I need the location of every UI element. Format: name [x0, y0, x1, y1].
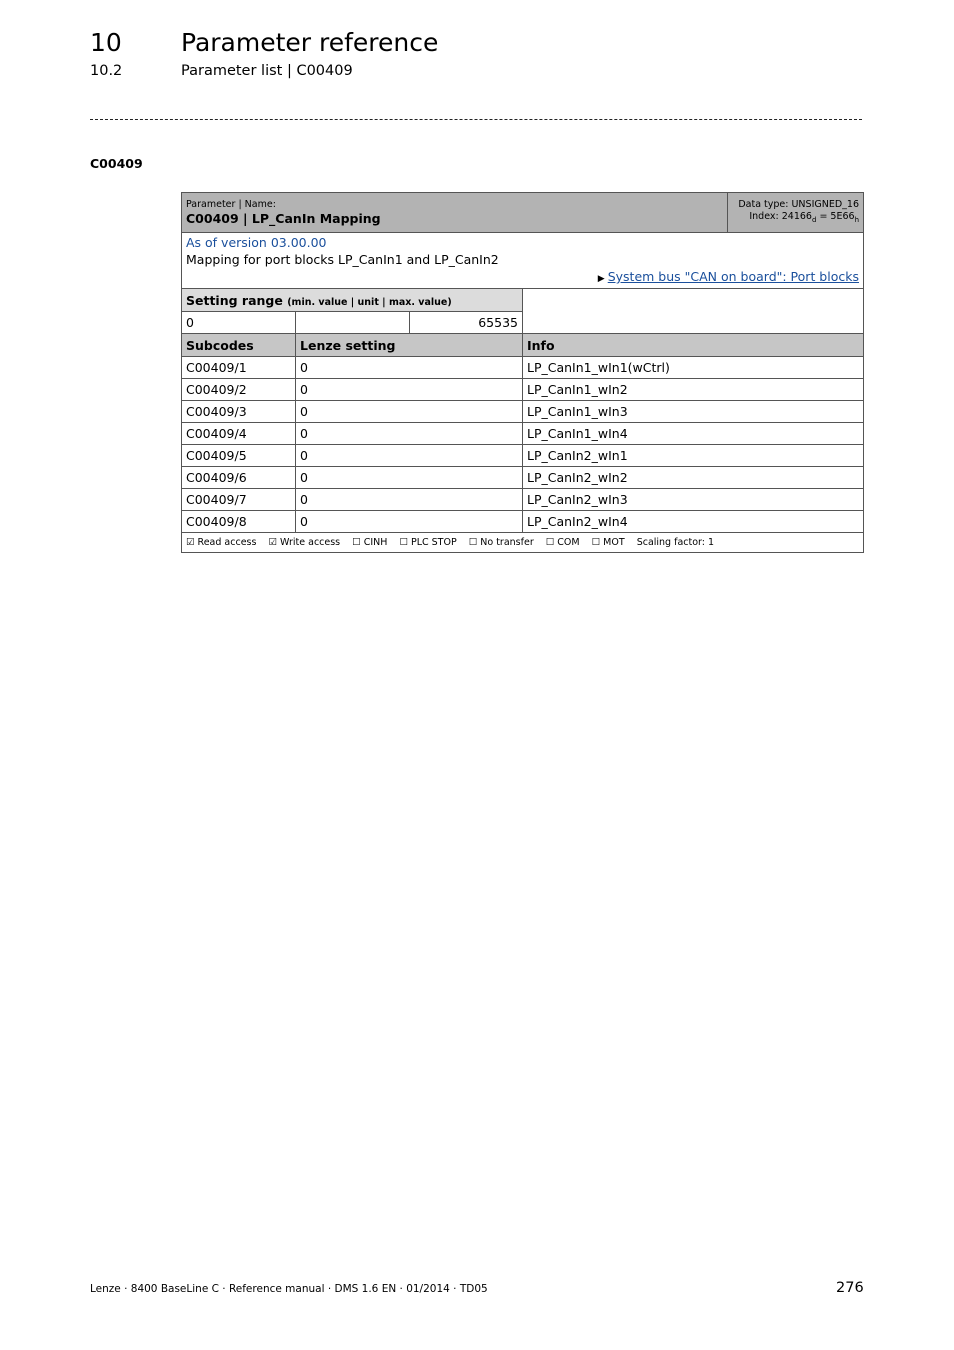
table-row [182, 423, 864, 445]
subcode-cell: C00409/8 [182, 511, 296, 533]
setting-range-label: Setting range [186, 292, 283, 308]
read-access-flag: ☑ Read access [186, 537, 257, 548]
table-row [182, 511, 864, 533]
info-cell: LP_CanIn2_wIn2 [523, 467, 864, 489]
version-note: As of version 03.00.00 [186, 235, 327, 250]
subcode-cell: C00409/7 [182, 489, 296, 511]
lenze-setting-cell: 0 [296, 379, 523, 401]
chapter-number: 10 [90, 28, 122, 57]
cinh-flag: ☐ CINH [352, 537, 388, 548]
lenze-setting-cell: 0 [296, 445, 523, 467]
parameter-index: Index: $24166_d = 5E66_h$ [749, 211, 859, 224]
table-row [182, 467, 864, 489]
info-cell: LP_CanIn1_wIn4 [523, 423, 864, 445]
lenze-setting-cell: 0 [296, 467, 523, 489]
subcode-cell: C00409/6 [182, 467, 296, 489]
info-cell: LP_CanIn1_wIn2 [523, 379, 864, 401]
info-cell: LP_CanIn2_wIn3 [523, 489, 864, 511]
max-value: 65535 [410, 312, 523, 334]
table-row [182, 489, 864, 511]
table-row [182, 357, 864, 379]
footer-text: Lenze · 8400 BaseLine C · Reference manual · DMS 1.6 EN · 01/2014 · TD05 [90, 1283, 488, 1295]
column-header-subcodes: Subcodes [182, 334, 296, 357]
description-text: Mapping for port blocks LP_CanIn1 and LP_CanIn2 [186, 252, 499, 267]
column-header-info: Info [523, 334, 864, 357]
lenze-setting-cell: 0 [296, 423, 523, 445]
info-cell: LP_CanIn1_wIn1(wCtrl) [523, 357, 864, 379]
subcode-cell: C00409/5 [182, 445, 296, 467]
table-row [182, 445, 864, 467]
info-cell: LP_CanIn1_wIn3 [523, 401, 864, 423]
lenze-setting-cell: 0 [296, 401, 523, 423]
lenze-setting-cell: 0 [296, 489, 523, 511]
blank-cell [523, 289, 864, 334]
scaling-factor: Scaling factor: 1 [636, 537, 715, 548]
parameter-name: C00409 | LP_CanIn Mapping [186, 211, 381, 226]
section-title: Parameter list | C00409 [181, 63, 353, 79]
info-cell: LP_CanIn2_wIn1 [523, 445, 864, 467]
access-flags-row [182, 533, 864, 553]
subcode-cell: C00409/4 [182, 423, 296, 445]
min-value: 0 [182, 312, 296, 334]
dashed-divider [90, 119, 862, 120]
link-arrow-icon: ▶ [597, 274, 605, 284]
chapter-title: Parameter reference [181, 28, 439, 57]
code-heading: C00409 [90, 156, 143, 171]
table-row [182, 401, 864, 423]
table-row [182, 379, 864, 401]
description-cell [182, 233, 864, 289]
system-bus-link[interactable]: System bus "CAN on board": Port blocks [607, 269, 859, 284]
com-flag: ☐ COM [545, 537, 580, 548]
write-access-flag: ☑ Write access [268, 537, 341, 548]
parameter-name-cell [182, 193, 728, 233]
plc-stop-flag: ☐ PLC STOP [399, 537, 457, 548]
parameter-table [181, 192, 864, 553]
parameter-label: Parameter | Name: [186, 199, 276, 210]
unit-value [296, 312, 410, 334]
lenze-setting-cell: 0 [296, 511, 523, 533]
data-type-cell [728, 193, 864, 233]
subcode-cell: C00409/3 [182, 401, 296, 423]
subcode-cell: C00409/1 [182, 357, 296, 379]
mot-flag: ☐ MOT [591, 537, 625, 548]
setting-range-header [182, 289, 523, 312]
cross-reference [186, 268, 859, 288]
lenze-setting-cell: 0 [296, 357, 523, 379]
page-number: 276 [836, 1280, 864, 1296]
section-number: 10.2 [90, 63, 123, 79]
info-cell: LP_CanIn2_wIn4 [523, 511, 864, 533]
setting-range-subtitle: (min. value | unit | max. value) [287, 296, 452, 308]
column-header-lenze-setting: Lenze setting [296, 334, 523, 357]
subcode-cell: C00409/2 [182, 379, 296, 401]
data-type: Data type: UNSIGNED_16 [738, 199, 859, 211]
no-transfer-flag: ☐ No transfer [468, 537, 534, 548]
